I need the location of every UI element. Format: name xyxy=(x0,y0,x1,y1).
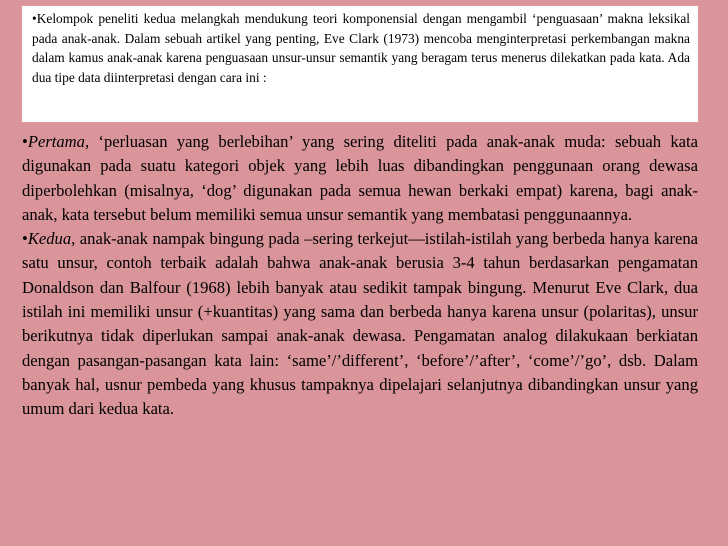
bullet-marker: • xyxy=(32,11,37,26)
paragraph-kedua-text: anak-anak nampak bingung pada –sering terkejut—istilah-istilah yang berbeda hanya karena satu unsur, contoh terbaik adalah bahwa anak-anak berusia 3-4 tahun berdasarkan pengamatan Donaldson dan Balfour (1968) lebih banyak atau sedikit tampak bingung. Menurut Eve Clark, dua istilah ini memiliki unsur (+kuantitas) yang sama dan berbeda hanya karena unsur (polaritas), unsur berikutnya tidak diperlukan sampai anak-anak dewasa. Pengamatan analog dilakukaan berkiatan dengan pasangan-pasangan kata lain: ‘same’/’different’, ‘before’/’after’, ‘come’/’go’, dsb. Dalam banyak hal, usnur pembeda yang khusus tampaknya dipelajari selanjutnya dibandingkan unsur yang umum dari kedua kata. xyxy=(22,229,698,419)
bullet-marker: • xyxy=(22,229,28,249)
paragraph-kedua xyxy=(22,227,698,421)
paragraph-pertama-text: ‘perluasan yang berlebihan’ yang sering diteliti pada anak-anak muda: sebuah kata digunakan pada suatu kategori objek yang lebih luas dibandingkan penggunaan orang dewasa diperbolehkan (misalnya, ‘dog’ digunakan pada semua hewan berkaki empat) karena, bagi anak-anak, kata tersebut belum memiliki semua unsur semantik yang membatasi penggunaannya. xyxy=(22,132,698,224)
intro-paragraph xyxy=(32,9,690,87)
paragraph-pertama xyxy=(22,130,698,227)
bullet-marker: • xyxy=(22,132,28,151)
intro-text: Kelompok peneliti kedua melangkah mendukung teori komponensial dengan mengambil ‘penguasaan’ makna leksikal pada anak-anak. Dalam sebuah artikel yang penting, Eve Clark (1973) mencoba menginterpretasi perkembangan makna dalam kamus anak-anak karena penguasaan unsur-unsur semantik yang beragam terus menerus dilekatkan pada kata. Ada dua tipe data diinterpretasi dengan cara ini : xyxy=(32,11,690,85)
lead-word-kedua: Kedua, xyxy=(27,229,76,249)
intro-text-box xyxy=(22,6,698,122)
lead-word-pertama: Pertama, xyxy=(27,132,90,151)
main-text xyxy=(22,130,698,422)
